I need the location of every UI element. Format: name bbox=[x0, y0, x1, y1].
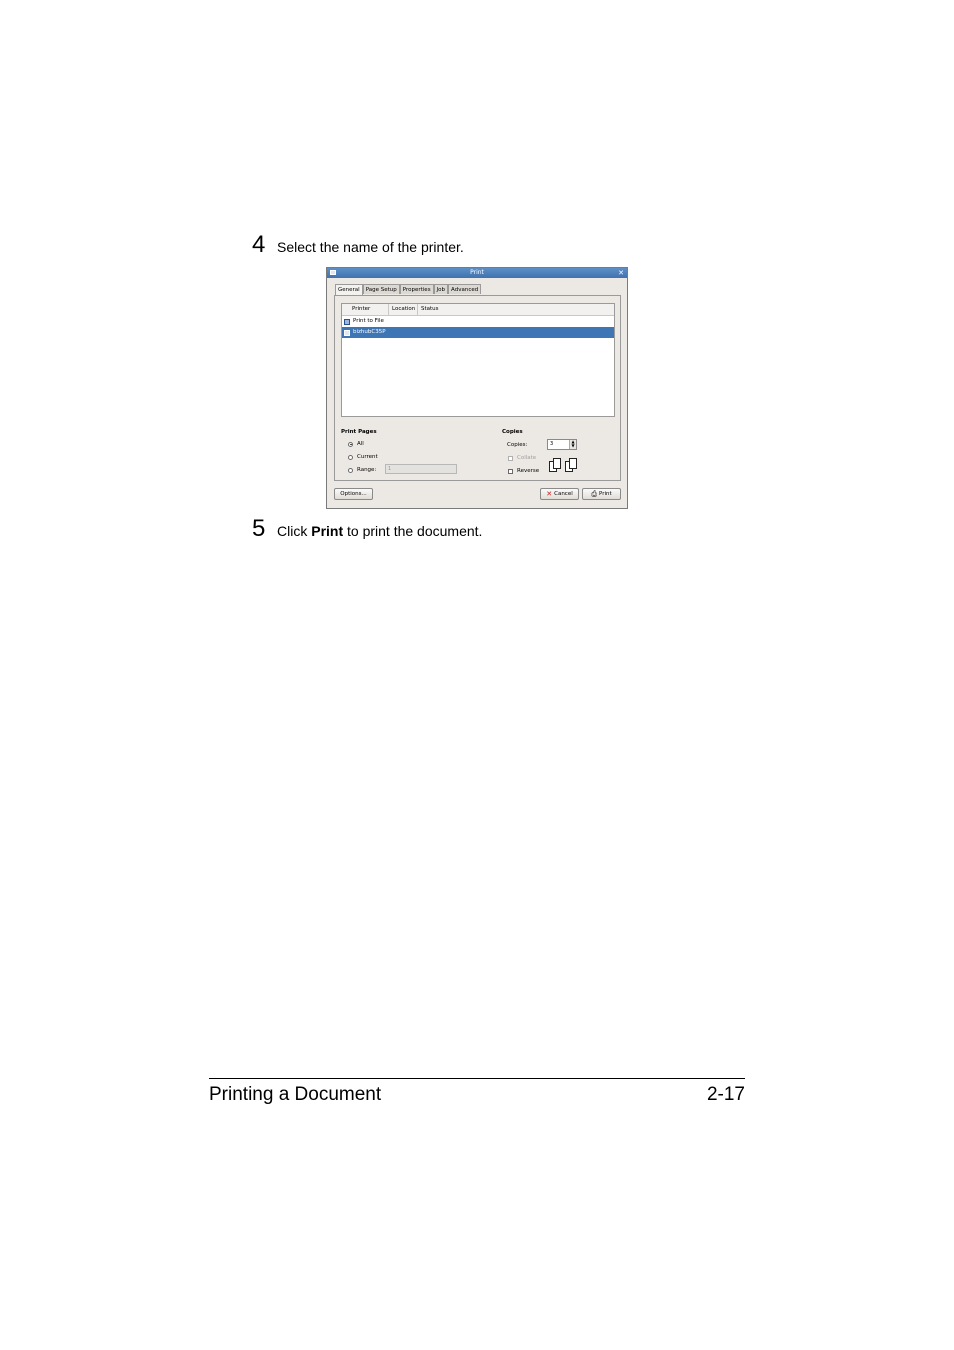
step-number: 4 bbox=[252, 231, 266, 258]
radio-range-label: Range: bbox=[357, 467, 377, 473]
footer-rule bbox=[209, 1078, 745, 1079]
radio-button[interactable] bbox=[348, 455, 353, 460]
tab-properties[interactable]: Properties bbox=[400, 284, 434, 294]
checkbox[interactable] bbox=[508, 456, 513, 461]
options-button[interactable] bbox=[334, 488, 373, 500]
tab-job[interactable]: Job bbox=[434, 284, 448, 294]
step-text-bold: Print bbox=[311, 523, 344, 539]
checkbox[interactable] bbox=[508, 469, 513, 474]
copies-title: Copies bbox=[502, 429, 523, 435]
radio-current[interactable] bbox=[348, 454, 378, 460]
close-icon[interactable]: ✕ bbox=[618, 269, 624, 277]
copies-value: 3 bbox=[550, 441, 554, 447]
dialog-title: Print bbox=[470, 269, 484, 276]
step-text: Select the name of the printer. bbox=[277, 239, 464, 255]
radio-current-label: Current bbox=[357, 454, 378, 460]
column-status[interactable]: Status bbox=[421, 306, 439, 312]
tab-bar bbox=[335, 284, 481, 295]
dialog-titlebar bbox=[327, 268, 627, 278]
step-number: 5 bbox=[252, 515, 266, 542]
step-text bbox=[277, 523, 482, 539]
column-printer[interactable]: Printer bbox=[342, 304, 389, 315]
print-pages-title: Print Pages bbox=[341, 429, 377, 435]
radio-all[interactable] bbox=[348, 441, 364, 447]
step-5 bbox=[252, 517, 482, 541]
footer-section-title: Printing a Document bbox=[209, 1084, 382, 1105]
general-panel bbox=[334, 295, 621, 481]
step-4 bbox=[252, 233, 464, 257]
options-label: Options... bbox=[340, 491, 367, 497]
printer-name: Print to File bbox=[353, 318, 384, 324]
print-label: Print bbox=[598, 491, 612, 497]
step-text-before: Click bbox=[277, 523, 312, 539]
collate-pages-icon bbox=[549, 458, 581, 474]
printer-row-print-to-file[interactable] bbox=[342, 316, 614, 327]
printer-list[interactable] bbox=[341, 303, 615, 417]
spin-arrows-icon[interactable]: ▲ ▼ bbox=[569, 440, 576, 449]
range-input[interactable]: 1 bbox=[385, 464, 457, 474]
file-printer-icon bbox=[344, 319, 350, 325]
collate-checkbox[interactable] bbox=[508, 455, 536, 461]
reverse-label: Reverse bbox=[517, 468, 540, 474]
radio-button[interactable] bbox=[348, 468, 353, 473]
tab-general[interactable]: General bbox=[335, 284, 363, 295]
radio-range[interactable] bbox=[348, 467, 376, 473]
column-location[interactable]: Location bbox=[389, 304, 418, 315]
print-button[interactable] bbox=[582, 488, 621, 500]
cancel-icon: ✕ bbox=[546, 490, 553, 498]
cancel-button[interactable] bbox=[540, 488, 579, 500]
printer-row-bizhub[interactable] bbox=[342, 327, 614, 338]
footer-page-number: 2-17 bbox=[706, 1084, 745, 1105]
printer-list-header bbox=[342, 304, 614, 316]
cancel-label: Cancel bbox=[554, 491, 573, 497]
radio-button[interactable] bbox=[348, 442, 353, 447]
tab-advanced[interactable]: Advanced bbox=[448, 284, 481, 294]
printer-icon bbox=[344, 330, 350, 336]
printer-icon: ⎙ bbox=[591, 490, 597, 498]
printer-name: bizhubC35P bbox=[353, 329, 386, 335]
tab-page-setup[interactable]: Page Setup bbox=[363, 284, 400, 294]
print-dialog bbox=[326, 267, 628, 509]
copies-spinbox[interactable] bbox=[547, 439, 577, 450]
reverse-checkbox[interactable] bbox=[508, 468, 539, 474]
collate-label: Collate bbox=[517, 455, 537, 461]
radio-all-label: All bbox=[357, 441, 364, 447]
step-text-after: to print the document. bbox=[343, 523, 483, 539]
copies-label: Copies: bbox=[507, 442, 528, 448]
